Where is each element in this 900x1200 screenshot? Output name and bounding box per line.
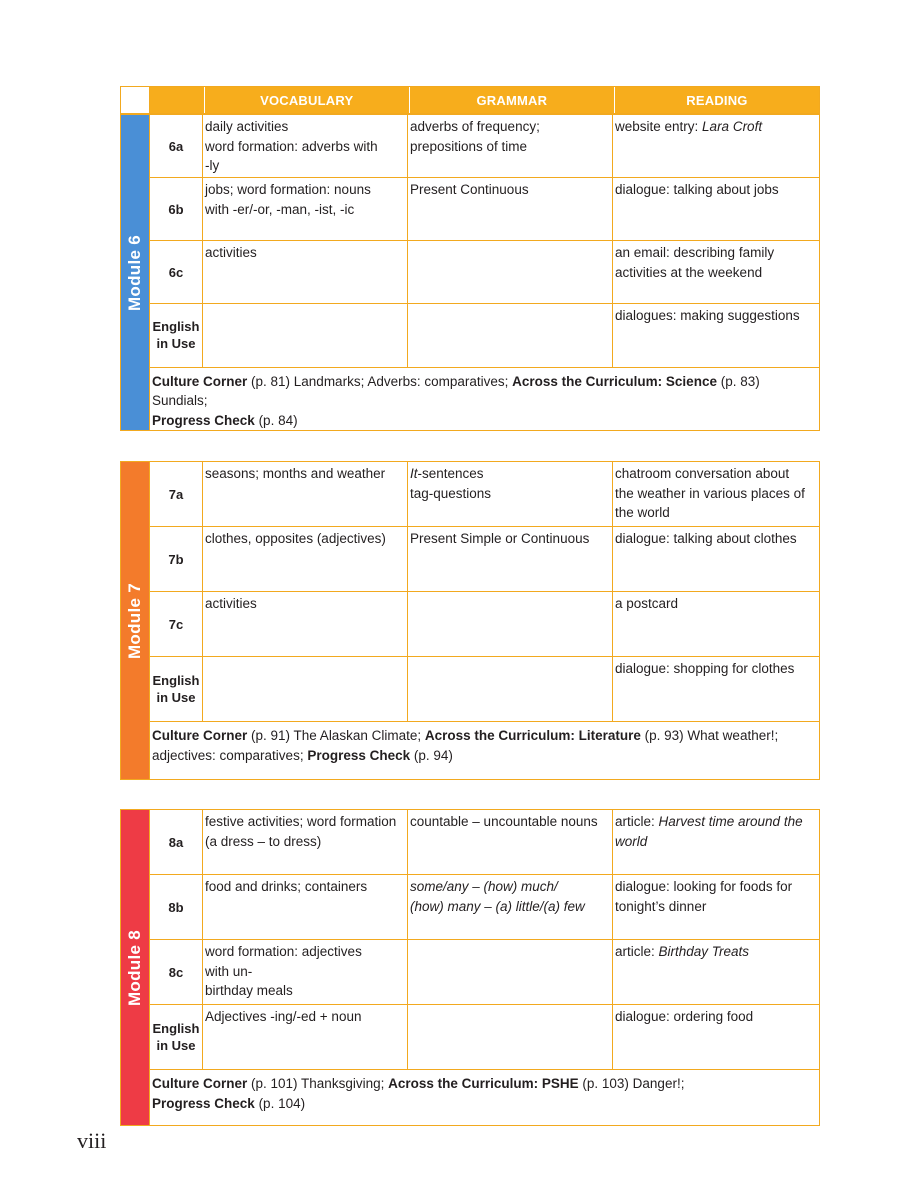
- row-label-6c: 6c: [149, 241, 203, 303]
- module-7-side-label: [121, 462, 149, 779]
- module-6-title: Module 6: [125, 234, 144, 311]
- module-7-title: Module 7: [125, 582, 144, 659]
- reading-text: article:: [615, 944, 659, 959]
- table-row: [149, 241, 819, 304]
- grammar-cell: [408, 592, 613, 656]
- vocab-cell: [203, 304, 408, 366]
- reading-cell: [613, 810, 818, 874]
- module-footer: [149, 1070, 819, 1125]
- row-label-7c: 7c: [149, 592, 203, 656]
- footer-bold: Culture Corner: [152, 728, 248, 743]
- row-label-7a: 7a: [149, 462, 203, 526]
- vocab-cell: clothes, opposites (adjectives): [203, 527, 408, 591]
- grammar-cell: [408, 940, 613, 1004]
- grammar-cell: Present Continuous: [408, 178, 613, 240]
- footer-text: (p. 101) Thanksgiving;: [247, 1076, 389, 1091]
- row-label-english-in-use: English in Use: [149, 1005, 203, 1069]
- row-label-8b: 8b: [149, 875, 203, 939]
- reading-cell: [613, 115, 818, 177]
- reading-cell: an email: describing family activities at the weekend: [615, 245, 775, 280]
- table-row: [149, 657, 819, 722]
- table-header: [120, 86, 820, 114]
- grammar-cell: adverbs of frequency; prepositions of time: [408, 115, 613, 177]
- table-row: [149, 115, 819, 178]
- vocab-cell: food and drinks; containers: [203, 875, 408, 939]
- footer-bold: Across the Curriculum: Literature: [424, 728, 641, 743]
- header-vocabulary: VOCABULARY: [205, 87, 410, 113]
- reading-cell: dialogues: making suggestions: [615, 308, 800, 324]
- grammar-cell: [408, 462, 613, 526]
- header-blank-cell: [121, 87, 150, 113]
- grammar-cell: Present Simple or Continuous: [408, 527, 613, 591]
- module-6-block: [120, 114, 820, 431]
- reading-italic-text: Harvest time around the world: [615, 814, 803, 849]
- footer-text: (p. 104): [254, 1095, 306, 1111]
- grammar-cell: countable – uncountable nouns: [408, 810, 613, 874]
- row-label-english-in-use: English in Use: [149, 304, 203, 366]
- table-row: [149, 1005, 819, 1070]
- reading-italic-text: Birthday Treats: [658, 944, 750, 959]
- table-row: [149, 527, 819, 592]
- grammar-italic-text: It: [410, 466, 418, 481]
- table-row: [149, 875, 819, 940]
- module-6-side-label: [121, 115, 149, 430]
- module-footer: [149, 722, 819, 779]
- table-row: [149, 810, 819, 875]
- footer-text: (p. 84): [254, 412, 298, 428]
- header-grammar: GRAMMAR: [410, 87, 615, 113]
- reading-cell: dialogue: shopping for clothes: [615, 661, 795, 676]
- reading-cell: chatroom conversation about the weather in various places of the world: [615, 466, 805, 520]
- page-number: viii: [77, 1128, 107, 1153]
- module-8-side-label: [121, 810, 149, 1125]
- table-row: [149, 940, 819, 1005]
- grammar-cell: [408, 304, 613, 366]
- reading-cell: [613, 940, 818, 1004]
- table-row: [149, 178, 819, 241]
- footer-bold: Culture Corner: [152, 373, 248, 389]
- reading-cell: dialogue: looking for foods for tonight’s dinner: [615, 879, 793, 914]
- grammar-cell: [408, 657, 613, 721]
- footer-text: (p. 93) What weather!; adjectives: comparatives;: [152, 728, 779, 763]
- reading-italic-text: Lara Croft: [702, 119, 763, 134]
- row-label-8a: 8a: [149, 810, 203, 874]
- module-7-block: [120, 461, 820, 780]
- footer-bold: Progress Check: [307, 747, 411, 763]
- footer-bold: Progress Check: [152, 412, 255, 428]
- grammar-cell: [408, 1005, 613, 1069]
- header-label-cell: [150, 87, 205, 113]
- footer-text: (p. 83) Sundials;: [152, 373, 760, 408]
- footer-text: (p. 91) The Alaskan Climate;: [247, 728, 425, 743]
- reading-cell: a postcard: [615, 596, 679, 611]
- footer-bold: Across the Curriculum: PSHE: [388, 1076, 579, 1091]
- module-8-title: Module 8: [125, 929, 144, 1006]
- vocab-cell: Adjectives -ing/-ed + noun: [203, 1005, 408, 1069]
- vocab-cell: activities: [203, 592, 408, 656]
- reading-text: website entry:: [615, 119, 703, 134]
- grammar-cell: [408, 241, 613, 303]
- vocab-cell: activities: [203, 241, 408, 303]
- reading-cell: dialogue: talking about jobs: [615, 182, 779, 198]
- header-reading: READING: [615, 87, 819, 113]
- table-row: [149, 304, 819, 367]
- module-8-block: [120, 809, 820, 1126]
- row-label-8c: 8c: [149, 940, 203, 1004]
- reading-cell: dialogue: talking about clothes: [615, 531, 797, 546]
- footer-text: (p. 103) Danger!;: [582, 1076, 685, 1091]
- footer-bold: Culture Corner: [152, 1076, 248, 1091]
- row-label-6a: 6a: [149, 115, 203, 177]
- grammar-italic-text: some/any – (how) much/ (how) many – (a) little/(a) few: [410, 879, 585, 914]
- row-label-7b: 7b: [149, 527, 203, 591]
- row-label-6b: 6b: [149, 178, 203, 240]
- reading-cell: dialogue: ordering food: [615, 1009, 754, 1024]
- vocab-cell: seasons; months and weather: [203, 462, 408, 526]
- reading-text: article:: [615, 814, 659, 829]
- vocab-cell: word formation: adjectives with un- birthday meals: [203, 940, 408, 1004]
- vocab-cell: daily activities word formation: adverbs with -ly: [203, 115, 408, 177]
- grammar-cell: [408, 875, 613, 939]
- module-footer: [149, 368, 819, 431]
- footer-text: (p. 94): [410, 747, 453, 763]
- row-label-english-in-use: English in Use: [149, 657, 203, 721]
- table-row: [149, 462, 819, 527]
- vocab-cell: [203, 657, 408, 721]
- footer-text: (p. 81) Landmarks; Adverbs: comparatives;: [247, 373, 513, 389]
- vocab-cell: jobs; word formation: nouns with -er/-or, -man, -ist, -ic: [203, 178, 408, 240]
- vocab-cell: festive activities; word formation (a dress – to dress): [203, 810, 408, 874]
- table-row: [149, 592, 819, 657]
- footer-bold: Progress Check: [152, 1095, 255, 1111]
- footer-bold: Across the Curriculum: Science: [512, 373, 717, 389]
- grammar-text: -sentences tag-questions: [410, 466, 492, 501]
